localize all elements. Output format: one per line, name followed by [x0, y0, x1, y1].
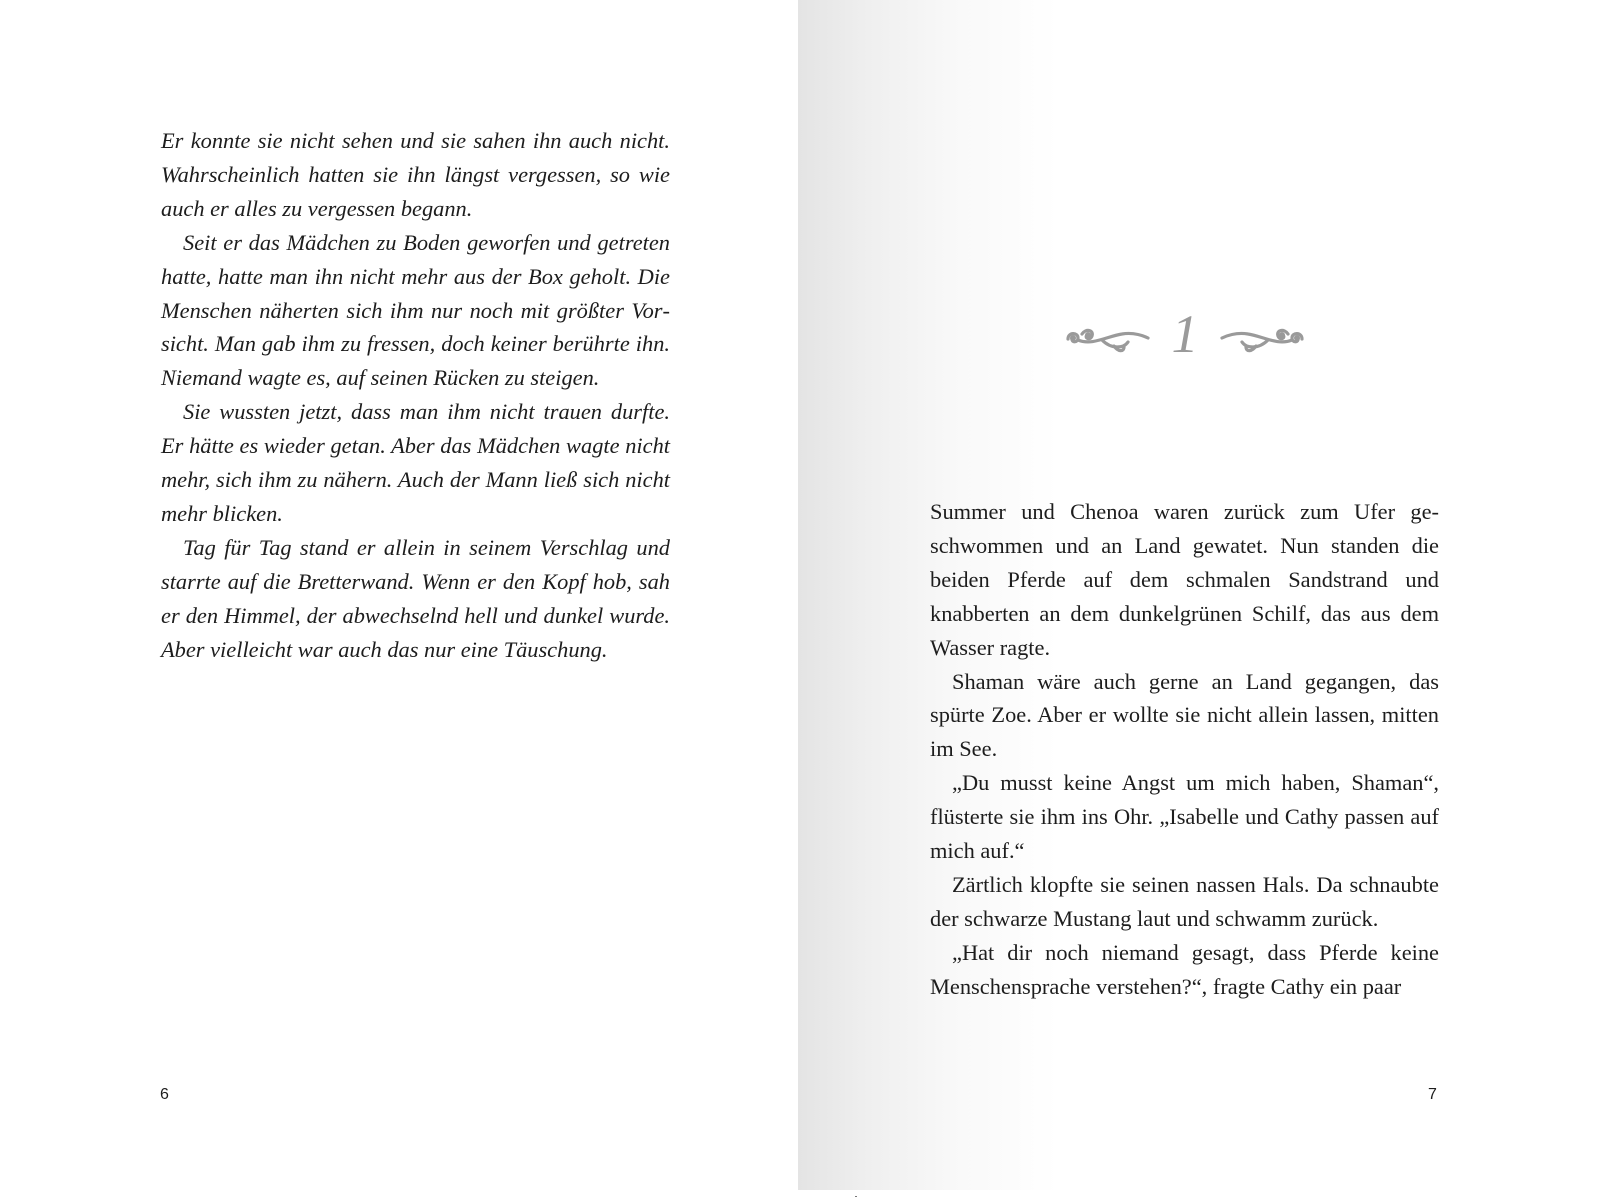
paragraph: Shaman wäre auch gerne an Land gegangen, das spürte Zoe. Aber er wollte sie nicht allein lassen, mitten im See. — [930, 668, 1439, 762]
chapter-number: 1 — [1171, 304, 1199, 364]
right-page — [798, 0, 1600, 1190]
chapter-heading — [1060, 302, 1310, 368]
paragraph: Tag für Tag stand er allein in seinem Verschlag und starrte auf die Bretterwand. Wenn er den Kopf hob, sah er den Himmel, der abwechselnd hell und dunkel wurde. Aber vielleicht war auch das nur eine Täuschung. — [161, 534, 670, 662]
right-page-text — [930, 495, 1439, 1004]
paragraph: Er konnte sie nicht sehen und sie sahen ihn auch nicht. Wahrscheinlich hatten sie ihn längst vergessen, so wie auch er alles zu vergessen begann. — [161, 128, 670, 221]
paragraph: Seit er das Mädchen zu Boden geworfen und getreten hatte, hatte man ihn nicht mehr aus der Box geholt. Die Menschen näherten sich ihm nur noch mit größter Vorsicht. Man gab ihm zu fressen, doch keiner berührte ihn. Niemand wagte es, auf seinen Rücken zu steigen. — [161, 229, 670, 391]
paragraph: „Hat dir noch niemand gesagt, dass Pferde keine Menschensprache verstehen?“, fragte Cathy ein paar — [930, 939, 1439, 999]
paragraph: Zärtlich klopfte sie seinen nassen Hals. Da schnaubte der schwarze Mustang laut und schwamm zurück. — [930, 871, 1439, 931]
left-page — [0, 0, 798, 1203]
paragraph: „Du musst keine Angst um mich haben, Shaman“, flüsterte sie ihm ins Ohr. „Isabelle und Cathy passen auf mich auf.“ — [930, 770, 1439, 864]
paragraph: Sie wussten jetzt, dass man ihm nicht trauen durfte. Er hätte es wieder getan. Aber das Mädchen wagte nicht mehr, sich ihm zu nähern. Auch der Mann ließ sich nicht mehr blicken. — [161, 399, 670, 526]
scan-mark — [855, 1196, 857, 1197]
ornament-scroll-right-icon — [1220, 320, 1308, 354]
page-number: 6 — [160, 1086, 169, 1103]
left-page-text — [161, 124, 670, 667]
paragraph: Summer und Chenoa waren zurück zum Ufer geschwommen und an Land gewatet. Nun standen die beiden Pferde auf dem schmalen Sandstrand und knabberten an dem dunkelgrünen Schilf, das aus dem Wasser ragte. — [930, 499, 1439, 660]
page-number: 7 — [1428, 1086, 1437, 1103]
